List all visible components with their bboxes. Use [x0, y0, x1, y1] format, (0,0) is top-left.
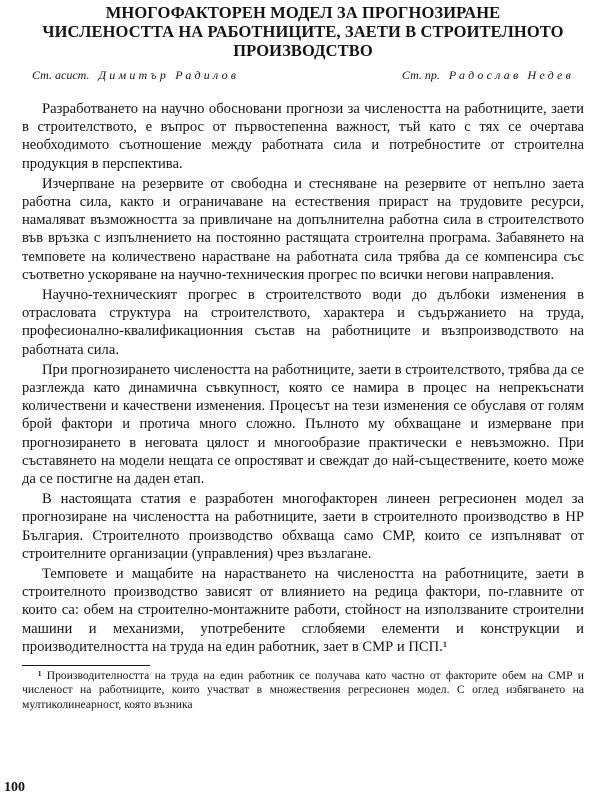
article-title — [22, 3, 584, 60]
article-body — [22, 100, 584, 656]
body-paragraph-1: Разработването на научно обосновани прогнози за числеността на работниците, заети в строителството, е въпрос от първостепенна важност, тъй като с тях се очертава необходимото съотношение между работната сила и потребностите от строителна продукция в перспектива. — [22, 101, 584, 172]
author-2-rank: Ст. пр. — [401, 68, 440, 82]
author-2 — [402, 68, 574, 83]
author-line — [32, 68, 574, 83]
article-title-line-1: МНОГОФАКТОРЕН МОДЕЛ ЗА ПРОГНОЗИРАНЕ — [105, 3, 501, 22]
footnote-text: Производителността на труда на един работник се получава като частно от факторите обем на СМР и численост на работниците, които участват в множествения регресионен модел. С оглед избягването на мултиколинеарност, която възника — [22, 669, 584, 711]
body-paragraph-2: Изчерпване на резервите от свободна и стесняване на резервите от непълно заета работна сила, както и ограничаване на естествения прираст на трудовите ресурси, намаляват възможността за привличане на допълнителна работна сила в строителството във връзка с изпълнението на постоянно растящата строителна програма. Забавянето на темповете на количествено нарастване на работната сила трябва да се компенсира със съответно ускоряване на научно-техническия прогрес по всички негови направления. — [22, 175, 584, 283]
journal-page — [0, 3, 600, 803]
author-1-rank: Ст. асист. — [32, 68, 90, 82]
page-number: 100 — [4, 780, 25, 795]
article-title-line-3: ПРОИЗВОДСТВО — [233, 41, 373, 60]
author-1 — [32, 68, 239, 83]
body-paragraph-4: При прогнозирането числеността на работниците, заети в строителството, трябва да се разглежда като динамична съвкупност, която се намира в процес на непрекъснати количествени и качествени изменения. Процесът на тези изменения се обуславя от голям брой фактори и протича много сложно. Пълното му обхващане и измерване при прогнозирането в неговата цялост и многообразие практически е невъзможно. При съставянето на модели нещата се опростяват и свеждат до най-съществените, което може да се постигне на даден етап. — [22, 361, 584, 488]
body-paragraph-5: В настоящата статия е разработен многофакторен линеен регресионен модел за прогнозиране на числеността на работниците, заети в строителното производство в НР България. Строителното производство обхваща само СМР, които се изпълняват от строителните организации (управления) чрез възлагане. — [22, 491, 584, 562]
footnote — [22, 669, 584, 712]
author-2-name: Радослав Недев — [448, 68, 574, 82]
article-title-line-2: ЧИСЛЕНОСТТА НА РАБОТНИЦИТЕ, ЗАЕТИ В СТРОИТЕЛНОТО — [42, 22, 564, 41]
author-1-name: Димитър Радилов — [98, 68, 240, 82]
footnote-divider — [22, 665, 150, 666]
body-paragraph-3: Научно-техническият прогрес в строителството води до дълбоки изменения в отрасловата структура на строителството, характера и съдържанието на труда, професионално-квалификационния състав на работниците и възпроизводството на работната сила. — [22, 287, 584, 358]
footnote-mark: ¹ — [38, 669, 42, 683]
body-paragraph-6: Темповете и мащабите на нарастването на числеността на работниците, заети в строителното производство зависят от влиянието на редица фактори, по-главните от които са: обем на строително-монтажните работи, стойност на използваните строителни машини и механизми, употребените сглобяеми елементи и конструкции и производителността на труда на един работник, зает в СМР и ПСП.¹ — [22, 566, 584, 655]
